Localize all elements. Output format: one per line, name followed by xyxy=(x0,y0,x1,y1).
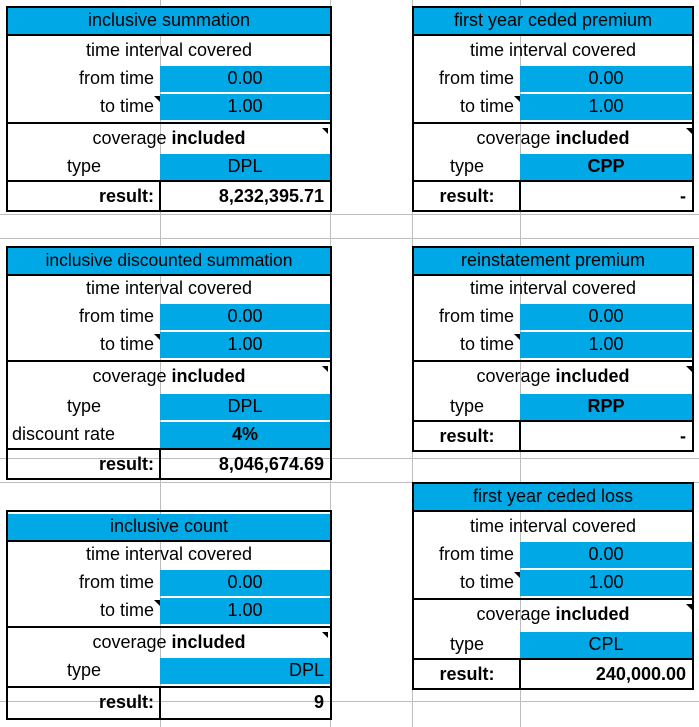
divider xyxy=(6,122,332,124)
result-value: 240,000.00 xyxy=(595,664,686,684)
comment-indicator-icon xyxy=(686,366,692,372)
result-label: result: xyxy=(98,454,154,474)
first-year-ceded-premium-title: first year ceded premium xyxy=(414,8,692,34)
type-label: type xyxy=(66,396,102,416)
divider xyxy=(519,658,521,690)
to-time-label: to time xyxy=(459,334,514,354)
type-label: type xyxy=(449,156,485,176)
divider xyxy=(159,686,161,720)
gridline xyxy=(0,238,699,239)
coverage-value[interactable]: included xyxy=(555,366,630,386)
first-year-ceded-loss-title: first year ceded loss xyxy=(414,484,692,510)
coverage-row xyxy=(8,126,330,152)
divider xyxy=(6,448,332,450)
divider xyxy=(412,274,694,276)
gridline xyxy=(412,0,413,727)
from-time-label: from time xyxy=(438,306,514,326)
coverage-value[interactable]: included xyxy=(171,632,246,652)
from-time-input[interactable]: 0.00 xyxy=(160,570,330,596)
gridline xyxy=(0,482,699,483)
divider xyxy=(412,180,694,182)
comment-indicator-icon xyxy=(514,334,520,340)
divider xyxy=(6,360,332,362)
discount-rate-label: discount rate xyxy=(12,424,116,444)
time-interval-label: time interval covered xyxy=(469,278,637,298)
time-interval-label: time interval covered xyxy=(85,544,253,564)
to-time-input[interactable]: 1.00 xyxy=(520,94,692,120)
divider xyxy=(6,540,332,542)
from-time-label: from time xyxy=(78,572,154,592)
type-input[interactable]: DPL xyxy=(160,658,330,684)
divider xyxy=(412,420,694,422)
to-time-label: to time xyxy=(99,96,154,116)
result-label: result: xyxy=(439,426,495,446)
result-value: 8,046,674.69 xyxy=(218,454,324,474)
coverage-value[interactable]: included xyxy=(171,366,246,386)
type-label: type xyxy=(66,156,102,176)
inclusive-summation-title: inclusive summation xyxy=(8,8,330,34)
divider xyxy=(412,360,694,362)
time-interval-label: time interval covered xyxy=(85,40,253,60)
type-label: type xyxy=(449,634,485,654)
divider xyxy=(412,510,694,512)
result-label: result: xyxy=(439,186,495,206)
gridline xyxy=(330,0,331,727)
from-time-input[interactable]: 0.00 xyxy=(520,542,692,568)
coverage-value[interactable]: included xyxy=(555,604,630,624)
result-label: result: xyxy=(98,692,154,712)
divider xyxy=(412,598,694,600)
divider xyxy=(519,180,521,212)
divider xyxy=(159,180,161,212)
divider xyxy=(6,274,332,276)
to-time-input[interactable]: 1.00 xyxy=(520,332,692,358)
coverage-row xyxy=(8,364,330,390)
comment-indicator-icon xyxy=(154,334,160,340)
result-value: - xyxy=(680,426,686,446)
coverage-label: coverage xyxy=(92,632,172,652)
to-time-input[interactable]: 1.00 xyxy=(160,94,330,120)
type-label: type xyxy=(449,396,485,416)
coverage-label: coverage xyxy=(92,128,172,148)
comment-indicator-icon xyxy=(154,600,160,606)
from-time-label: from time xyxy=(438,68,514,88)
type-input[interactable]: DPL xyxy=(160,394,330,420)
result-label: result: xyxy=(98,186,154,206)
comment-indicator-icon xyxy=(154,96,160,102)
time-interval-label: time interval covered xyxy=(469,516,637,536)
to-time-input[interactable]: 1.00 xyxy=(160,332,330,358)
type-label: type xyxy=(66,660,102,680)
coverage-value[interactable]: included xyxy=(555,128,630,148)
comment-indicator-icon xyxy=(514,96,520,102)
comment-indicator-icon xyxy=(322,128,328,134)
type-input[interactable]: CPP xyxy=(520,154,692,180)
comment-indicator-icon xyxy=(686,604,692,610)
divider xyxy=(6,626,332,628)
coverage-label: coverage xyxy=(476,366,556,386)
to-time-label: to time xyxy=(459,96,514,116)
coverage-row xyxy=(8,630,330,656)
divider xyxy=(412,34,694,36)
reinstatement-premium-title: reinstatement premium xyxy=(414,248,692,274)
result-value: - xyxy=(680,186,686,206)
result-label: result: xyxy=(439,664,495,684)
coverage-label: coverage xyxy=(476,604,556,624)
to-time-label: to time xyxy=(99,334,154,354)
from-time-label: from time xyxy=(78,306,154,326)
from-time-label: from time xyxy=(438,544,514,564)
coverage-label: coverage xyxy=(92,366,172,386)
coverage-label: coverage xyxy=(476,128,556,148)
to-time-input[interactable]: 1.00 xyxy=(160,598,330,624)
divider xyxy=(6,686,332,688)
from-time-input[interactable]: 0.00 xyxy=(520,304,692,330)
coverage-row xyxy=(414,602,692,628)
coverage-row xyxy=(414,126,692,152)
from-time-input[interactable]: 0.00 xyxy=(160,304,330,330)
type-input[interactable]: CPL xyxy=(520,632,692,658)
to-time-label: to time xyxy=(459,572,514,592)
divider xyxy=(412,122,694,124)
to-time-label: to time xyxy=(99,600,154,620)
result-value: 8,232,395.71 xyxy=(218,186,324,206)
inclusive-discounted-summation-title: inclusive discounted summation xyxy=(8,248,330,274)
coverage-row xyxy=(414,364,692,390)
time-interval-label: time interval covered xyxy=(85,278,253,298)
inclusive-count-title: inclusive count xyxy=(8,514,330,540)
comment-indicator-icon xyxy=(686,128,692,134)
divider xyxy=(412,658,694,660)
comment-indicator-icon xyxy=(514,572,520,578)
divider xyxy=(519,420,521,452)
from-time-input[interactable]: 0.00 xyxy=(160,66,330,92)
from-time-label: from time xyxy=(78,68,154,88)
type-input[interactable]: RPP xyxy=(520,394,692,420)
gridline xyxy=(0,214,699,215)
divider xyxy=(6,180,332,182)
divider xyxy=(159,448,161,480)
discount-rate-input[interactable]: 4% xyxy=(160,422,330,448)
from-time-input[interactable]: 0.00 xyxy=(520,66,692,92)
comment-indicator-icon xyxy=(322,632,328,638)
comment-indicator-icon xyxy=(322,366,328,372)
result-value: 9 xyxy=(313,692,324,712)
time-interval-label: time interval covered xyxy=(469,40,637,60)
divider xyxy=(6,34,332,36)
to-time-input[interactable]: 1.00 xyxy=(520,570,692,596)
coverage-value[interactable]: included xyxy=(171,128,246,148)
type-input[interactable]: DPL xyxy=(160,154,330,180)
